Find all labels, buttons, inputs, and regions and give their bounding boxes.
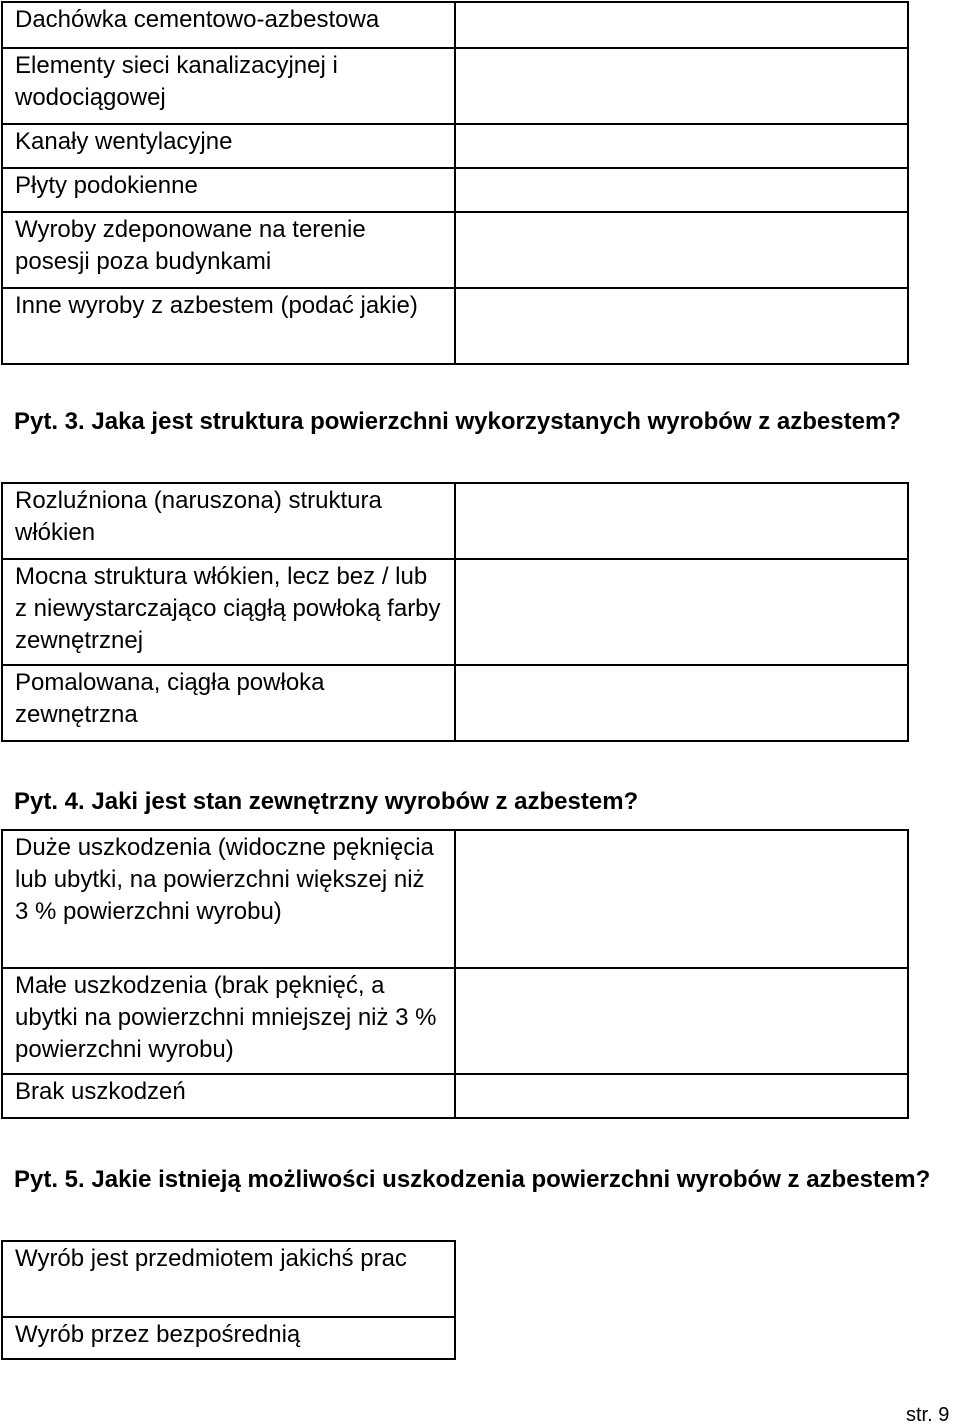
answer-cell[interactable]	[455, 1074, 908, 1118]
asbestos-products-table	[1, 1, 909, 365]
answer-cell[interactable]	[455, 288, 908, 364]
row-label	[2, 168, 455, 212]
damage-possibility-table	[1, 1240, 456, 1360]
table-row	[2, 212, 908, 288]
external-condition-table	[1, 829, 909, 1119]
row-label	[2, 665, 455, 741]
row-label-text: Dachówka cementowo-azbestowa	[15, 6, 380, 33]
row-label	[2, 1241, 455, 1317]
row-label	[2, 483, 455, 559]
row-label	[2, 124, 455, 168]
row-label-text: Brak uszkodzeń	[15, 1078, 186, 1105]
answer-cell[interactable]	[455, 2, 908, 48]
answer-cell[interactable]	[455, 48, 908, 124]
answer-cell[interactable]	[455, 212, 908, 288]
table-row	[2, 1241, 455, 1317]
row-label	[2, 830, 455, 968]
page-number: str. 9	[906, 1404, 950, 1426]
row-label	[2, 1074, 455, 1118]
row-label-text: Pomalowana, ciągła powłoka zewnętrzna	[15, 669, 325, 728]
row-label-text: Kanały wentylacyjne	[15, 128, 233, 155]
table-row	[2, 48, 908, 124]
row-label	[2, 1317, 455, 1359]
table-row	[2, 168, 908, 212]
question-4-heading: Pyt. 4. Jaki jest stan zewnętrzny wyrobów z azbestem?	[14, 788, 639, 815]
row-label-text: Inne wyroby z azbestem (podać jakie)	[15, 292, 418, 319]
surface-structure-table	[1, 482, 909, 742]
row-label-text: Mocna struktura włókien, lecz bez / lub z niewystarczająco ciągłą powłoką farby zewnętrznej	[15, 563, 441, 654]
row-label-text: Elementy sieci kanalizacyjnej i wodociągowej	[15, 52, 338, 111]
answer-cell[interactable]	[455, 830, 908, 968]
answer-cell[interactable]	[455, 559, 908, 665]
table-row	[2, 968, 908, 1074]
table-row	[2, 483, 908, 559]
table-row	[2, 1317, 455, 1359]
answer-cell[interactable]	[455, 168, 908, 212]
table-row	[2, 830, 908, 968]
row-label-text: Wyrób jest przedmiotem jakichś prac	[15, 1245, 407, 1272]
question-5-heading: Pyt. 5. Jakie istnieją możliwości uszkodzenia powierzchni wyrobów z azbestem?	[14, 1166, 931, 1193]
row-label-text: Rozluźniona (naruszona) struktura włókien	[15, 487, 382, 546]
table-row	[2, 559, 908, 665]
question-3-heading: Pyt. 3. Jaka jest struktura powierzchni wykorzystanych wyrobów z azbestem?	[14, 408, 901, 435]
row-label-text: Wyroby zdeponowane na terenie posesji poza budynkami	[15, 216, 366, 275]
table-row	[2, 2, 908, 48]
row-label	[2, 559, 455, 665]
answer-cell[interactable]	[455, 665, 908, 741]
table-row	[2, 665, 908, 741]
row-label-text: Płyty podokienne	[15, 172, 198, 199]
answer-cell[interactable]	[455, 483, 908, 559]
table-row	[2, 1074, 908, 1118]
row-label-text: Duże uszkodzenia (widoczne pęknięcia lub ubytki, na powierzchni większej niż 3 % powierzchni wyrobu)	[15, 834, 434, 925]
table-row	[2, 288, 908, 364]
answer-cell[interactable]	[455, 124, 908, 168]
row-label-text: Małe uszkodzenia (brak pęknięć, a ubytki na powierzchni mniejszej niż 3 % powierzchni wyrobu)	[15, 972, 437, 1063]
answer-cell[interactable]	[455, 968, 908, 1074]
row-label	[2, 288, 455, 364]
row-label	[2, 48, 455, 124]
row-label	[2, 968, 455, 1074]
row-label	[2, 2, 455, 48]
row-label	[2, 212, 455, 288]
row-label-text: Wyrób przez bezpośrednią	[15, 1321, 301, 1348]
table-row	[2, 124, 908, 168]
